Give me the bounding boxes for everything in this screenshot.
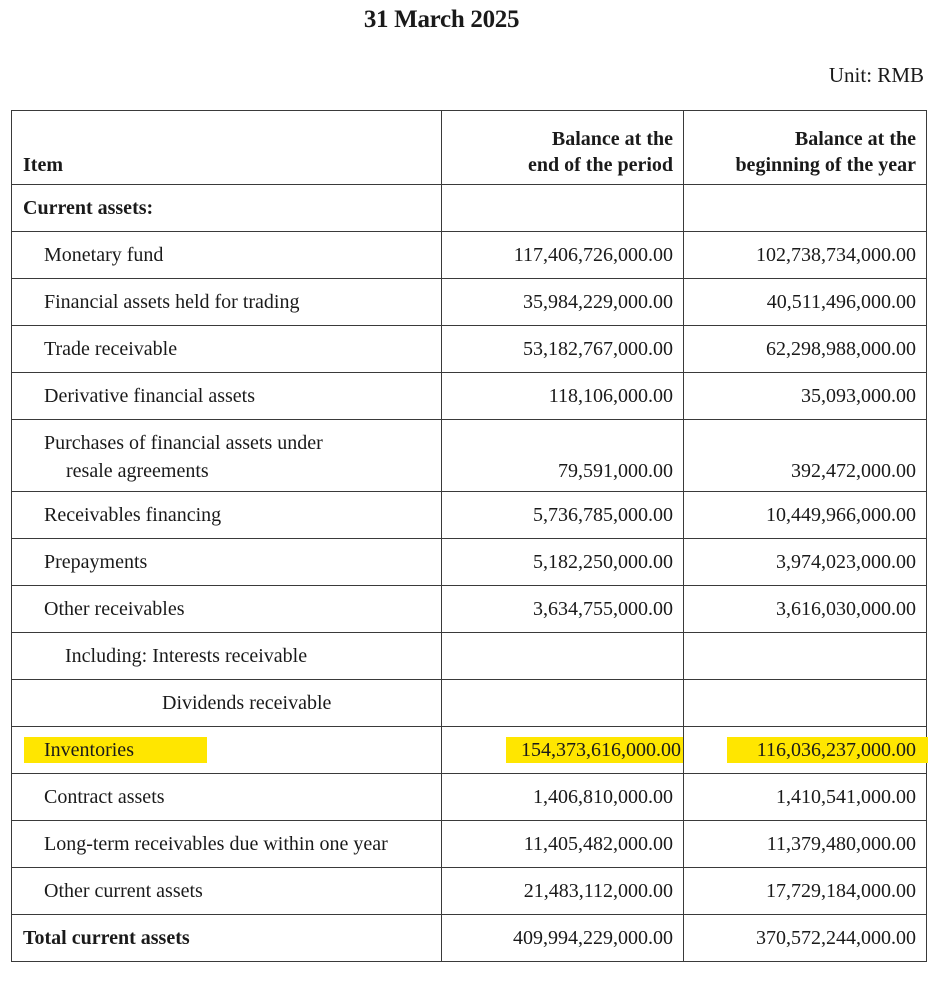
row-begin-value: 40,511,496,000.00: [684, 279, 927, 326]
row-end-value: 53,182,767,000.00: [442, 326, 684, 373]
table-row: [12, 492, 927, 539]
row-end-value: 5,182,250,000.00: [442, 539, 684, 586]
row-label: Other receivables: [12, 586, 442, 633]
row-begin-value: 17,729,184,000.00: [684, 868, 927, 915]
table-row: [12, 279, 927, 326]
row-label: Current assets:: [12, 185, 442, 232]
row-begin-value: [684, 680, 927, 727]
row-end-value: 117,406,726,000.00: [442, 232, 684, 279]
table-row: [12, 420, 927, 492]
row-end-value: 21,483,112,000.00: [442, 868, 684, 915]
table-row: [12, 232, 927, 279]
table-row: [12, 326, 927, 373]
row-begin-value: 62,298,988,000.00: [684, 326, 927, 373]
row-begin-value: 11,379,480,000.00: [684, 821, 927, 868]
unit-label: Unit: RMB: [828, 63, 924, 87]
row-label: [12, 420, 442, 492]
table-row: [12, 821, 927, 868]
row-end-value: 5,736,785,000.00: [442, 492, 684, 539]
table-row: [12, 373, 927, 420]
row-label: Receivables financing: [12, 492, 442, 539]
row-end-value: 3,634,755,000.00: [442, 586, 684, 633]
highlight-mark: 154,373,616,000.00: [506, 737, 683, 763]
table-row-current-assets: [12, 185, 927, 232]
balance-sheet-table: [11, 110, 927, 962]
row-end-value: [442, 185, 684, 232]
row-label: Derivative financial assets: [12, 373, 442, 420]
row-end-value: [442, 633, 684, 680]
table-row: [12, 539, 927, 586]
row-begin-value: 392,472,000.00: [684, 420, 927, 492]
row-label: Including: Interests receivable: [12, 633, 442, 680]
row-end-value: [442, 680, 684, 727]
highlight-mark: 116,036,237,000.00: [727, 737, 928, 763]
table-row: [12, 774, 927, 821]
row-begin-value: 3,974,023,000.00: [684, 539, 927, 586]
row-end-value: 1,406,810,000.00: [442, 774, 684, 821]
document-title: 31 March 2025: [363, 6, 520, 33]
row-label: Total current assets: [12, 915, 442, 962]
row-begin-value: 35,093,000.00: [684, 373, 927, 420]
row-begin-value: 3,616,030,000.00: [684, 586, 927, 633]
row-begin-value: 1,410,541,000.00: [684, 774, 927, 821]
row-end-value: 409,994,229,000.00: [442, 915, 684, 962]
highlight-mark: Inventories: [24, 737, 207, 763]
row-label: [12, 727, 442, 774]
row-begin-value: [684, 633, 927, 680]
row-end-value: 35,984,229,000.00: [442, 279, 684, 326]
table-row: [12, 633, 927, 680]
table-header-row: [12, 111, 927, 185]
table-row-total: [12, 915, 927, 962]
row-end-value: 118,106,000.00: [442, 373, 684, 420]
table-row: [12, 680, 927, 727]
header-item: Item: [12, 111, 442, 185]
header-beginning-of-year: Balance at the beginning of the year: [684, 111, 927, 185]
table-row-inventories-highlighted: [12, 727, 927, 774]
row-label: Monetary fund: [12, 232, 442, 279]
header-end-of-period: Balance at the end of the period: [442, 111, 684, 185]
row-end-value: [442, 727, 684, 774]
row-label: Contract assets: [12, 774, 442, 821]
row-label: Other current assets: [12, 868, 442, 915]
table-row: [12, 868, 927, 915]
row-label-line2: resale agreements: [66, 460, 209, 482]
row-begin-value: 10,449,966,000.00: [684, 492, 927, 539]
row-label: Long-term receivables due within one year: [12, 821, 442, 868]
row-begin-value: [684, 185, 927, 232]
row-label: Financial assets held for trading: [12, 279, 442, 326]
row-begin-value: 102,738,734,000.00: [684, 232, 927, 279]
row-label-line1: Purchases of financial assets under: [44, 432, 323, 454]
table-row: [12, 586, 927, 633]
row-label: Trade receivable: [12, 326, 442, 373]
row-label: Dividends receivable: [12, 680, 442, 727]
row-begin-value: [684, 727, 927, 774]
row-end-value: 11,405,482,000.00: [442, 821, 684, 868]
row-begin-value: 370,572,244,000.00: [684, 915, 927, 962]
row-label: Prepayments: [12, 539, 442, 586]
row-end-value: 79,591,000.00: [442, 420, 684, 492]
